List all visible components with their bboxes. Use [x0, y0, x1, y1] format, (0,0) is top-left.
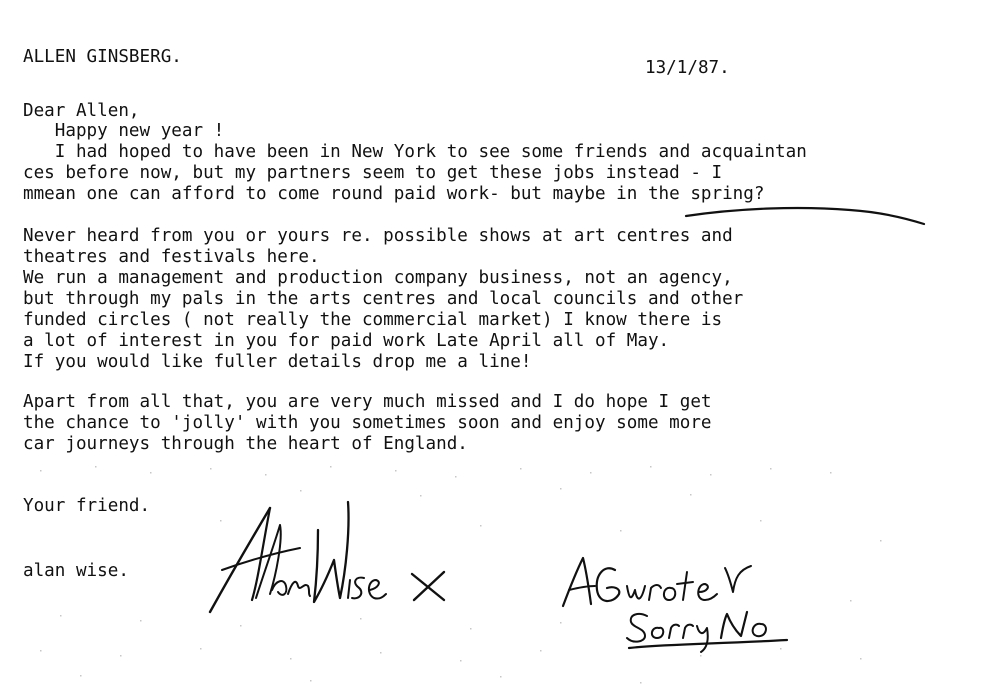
body-line: Apart from all that, you are very much missed and I do hope I get: [23, 392, 712, 412]
handwritten-annotation: [555, 548, 795, 658]
salutation: Dear Allen,: [23, 101, 140, 121]
body-line: Never heard from you or yours re. possible shows at art centres and: [23, 226, 733, 246]
body-line: a lot of interest in you for paid work Late April all of May.: [23, 331, 670, 351]
typed-signer-name: alan wise.: [23, 561, 129, 581]
body-line: Happy new year !: [23, 121, 225, 141]
body-line: ces before now, but my partners seem to get these jobs instead - I: [23, 163, 723, 183]
handwritten-signature: [200, 490, 390, 620]
kiss-mark: [404, 566, 454, 606]
body-line: If you would like fuller details drop me a line!: [23, 352, 532, 372]
recipient-heading: ALLEN GINSBERG.: [23, 47, 182, 67]
body-line: mmean one can afford to come round paid work- but maybe in the spring?: [23, 184, 765, 204]
body-line: the chance to 'jolly' with you sometimes soon and enjoy some more: [23, 413, 712, 433]
body-line: I had hoped to have been in New York to see some friends and acquaintan: [23, 142, 807, 162]
body-line: funded circles ( not really the commercial market) I know there is: [23, 310, 723, 330]
body-line: but through my pals in the arts centres and local councils and other: [23, 289, 744, 309]
body-line: theatres and festivals here.: [23, 247, 320, 267]
closing: Your friend.: [23, 496, 151, 516]
body-line: car journeys through the heart of England.: [23, 434, 468, 454]
body-line: We run a management and production company business, not an agency,: [23, 268, 733, 288]
letter-date: 13/1/87.: [645, 58, 730, 78]
